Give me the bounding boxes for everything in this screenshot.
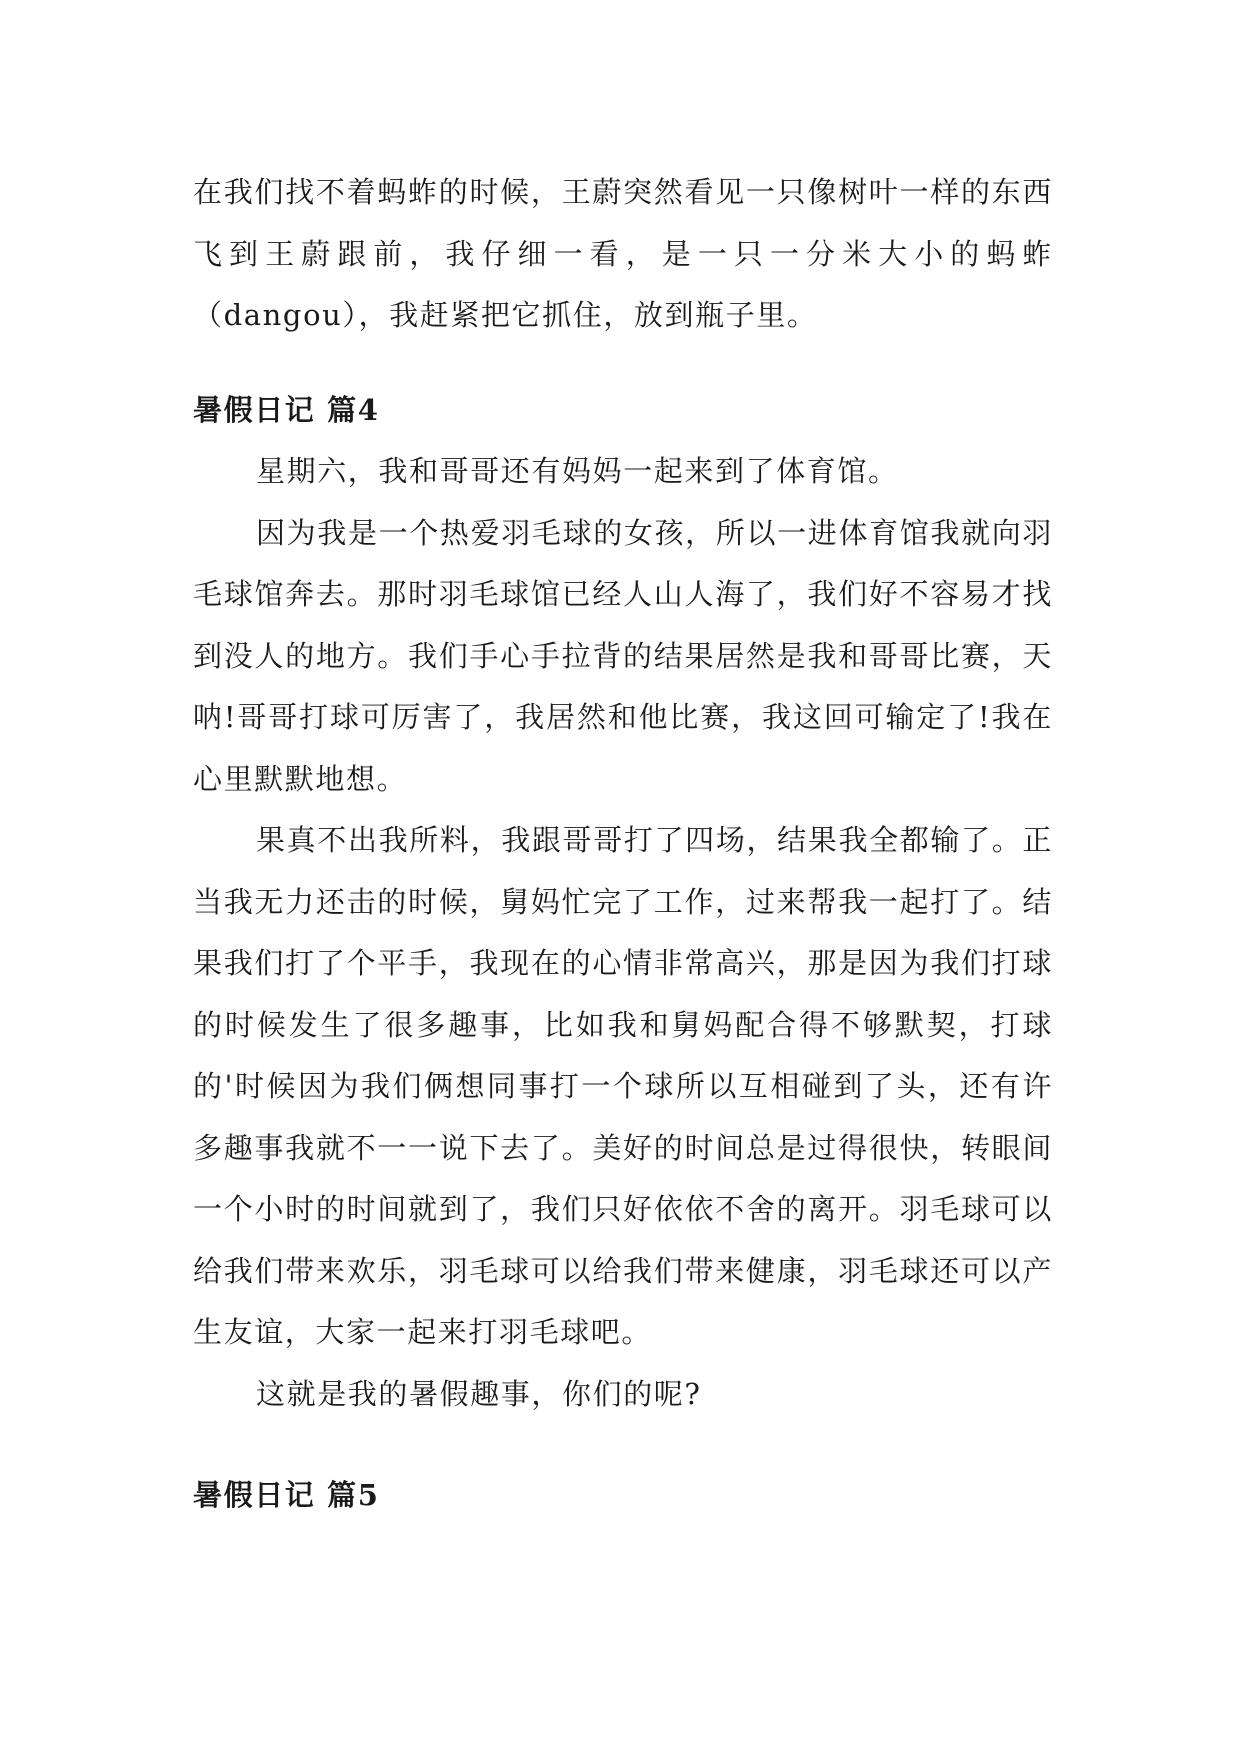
section-5-heading: 暑假日记 篇5 (193, 1478, 380, 1512)
document-body (193, 162, 1053, 1527)
section-4-paragraph-2: 因为我是一个热爱羽毛球的女孩，所以一进体育馆我就向羽毛球馆奔去。那时羽毛球馆已经人山人海了，我们好不容易才找到没人的地方。我们手心手拉背的结果居然是我和哥哥比赛，天呐!哥哥打球可厉害了，我居然和他比赛，我这回可输定了!我在心里默默地想。 (193, 515, 1053, 796)
intro-paragraph: 在我们找不着蚂蚱的时候，王蔚突然看见一只像树叶一样的东西飞到王蔚跟前，我仔细一看，是一只一分米大小的蚂蚱（dangou），我赶紧把它抓住，放到瓶子里。 (193, 175, 1053, 332)
section-4-paragraph-3: 果真不出我所料，我跟哥哥打了四场，结果我全都输了。正当我无力还击的时候，舅妈忙完了工作，过来帮我一起打了。结果我们打了个平手，我现在的心情非常高兴，那是因为我们打球的时候发生了很多趣事，比如我和舅妈配合得不够默契，打球的'时候因为我们俩想同事打一个球所以互相碰到了头，还有许多趣事我就不一一说下去了。美好的时间总是过得很快，转眼间一个小时的时间就到了，我们只好依依不舍的离开。羽毛球可以给我们带来欢乐，羽毛球可以给我们带来健康，羽毛球还可以产生友谊，大家一起来打羽毛球吧。 (193, 823, 1053, 1349)
section-4-heading: 暑假日记 篇4 (193, 392, 380, 427)
section-4-paragraph-4: 这就是我的暑假趣事，你们的呢? (256, 1376, 702, 1411)
section-4-paragraph-1: 星期六，我和哥哥还有妈妈一起来到了体育馆。 (256, 454, 899, 488)
